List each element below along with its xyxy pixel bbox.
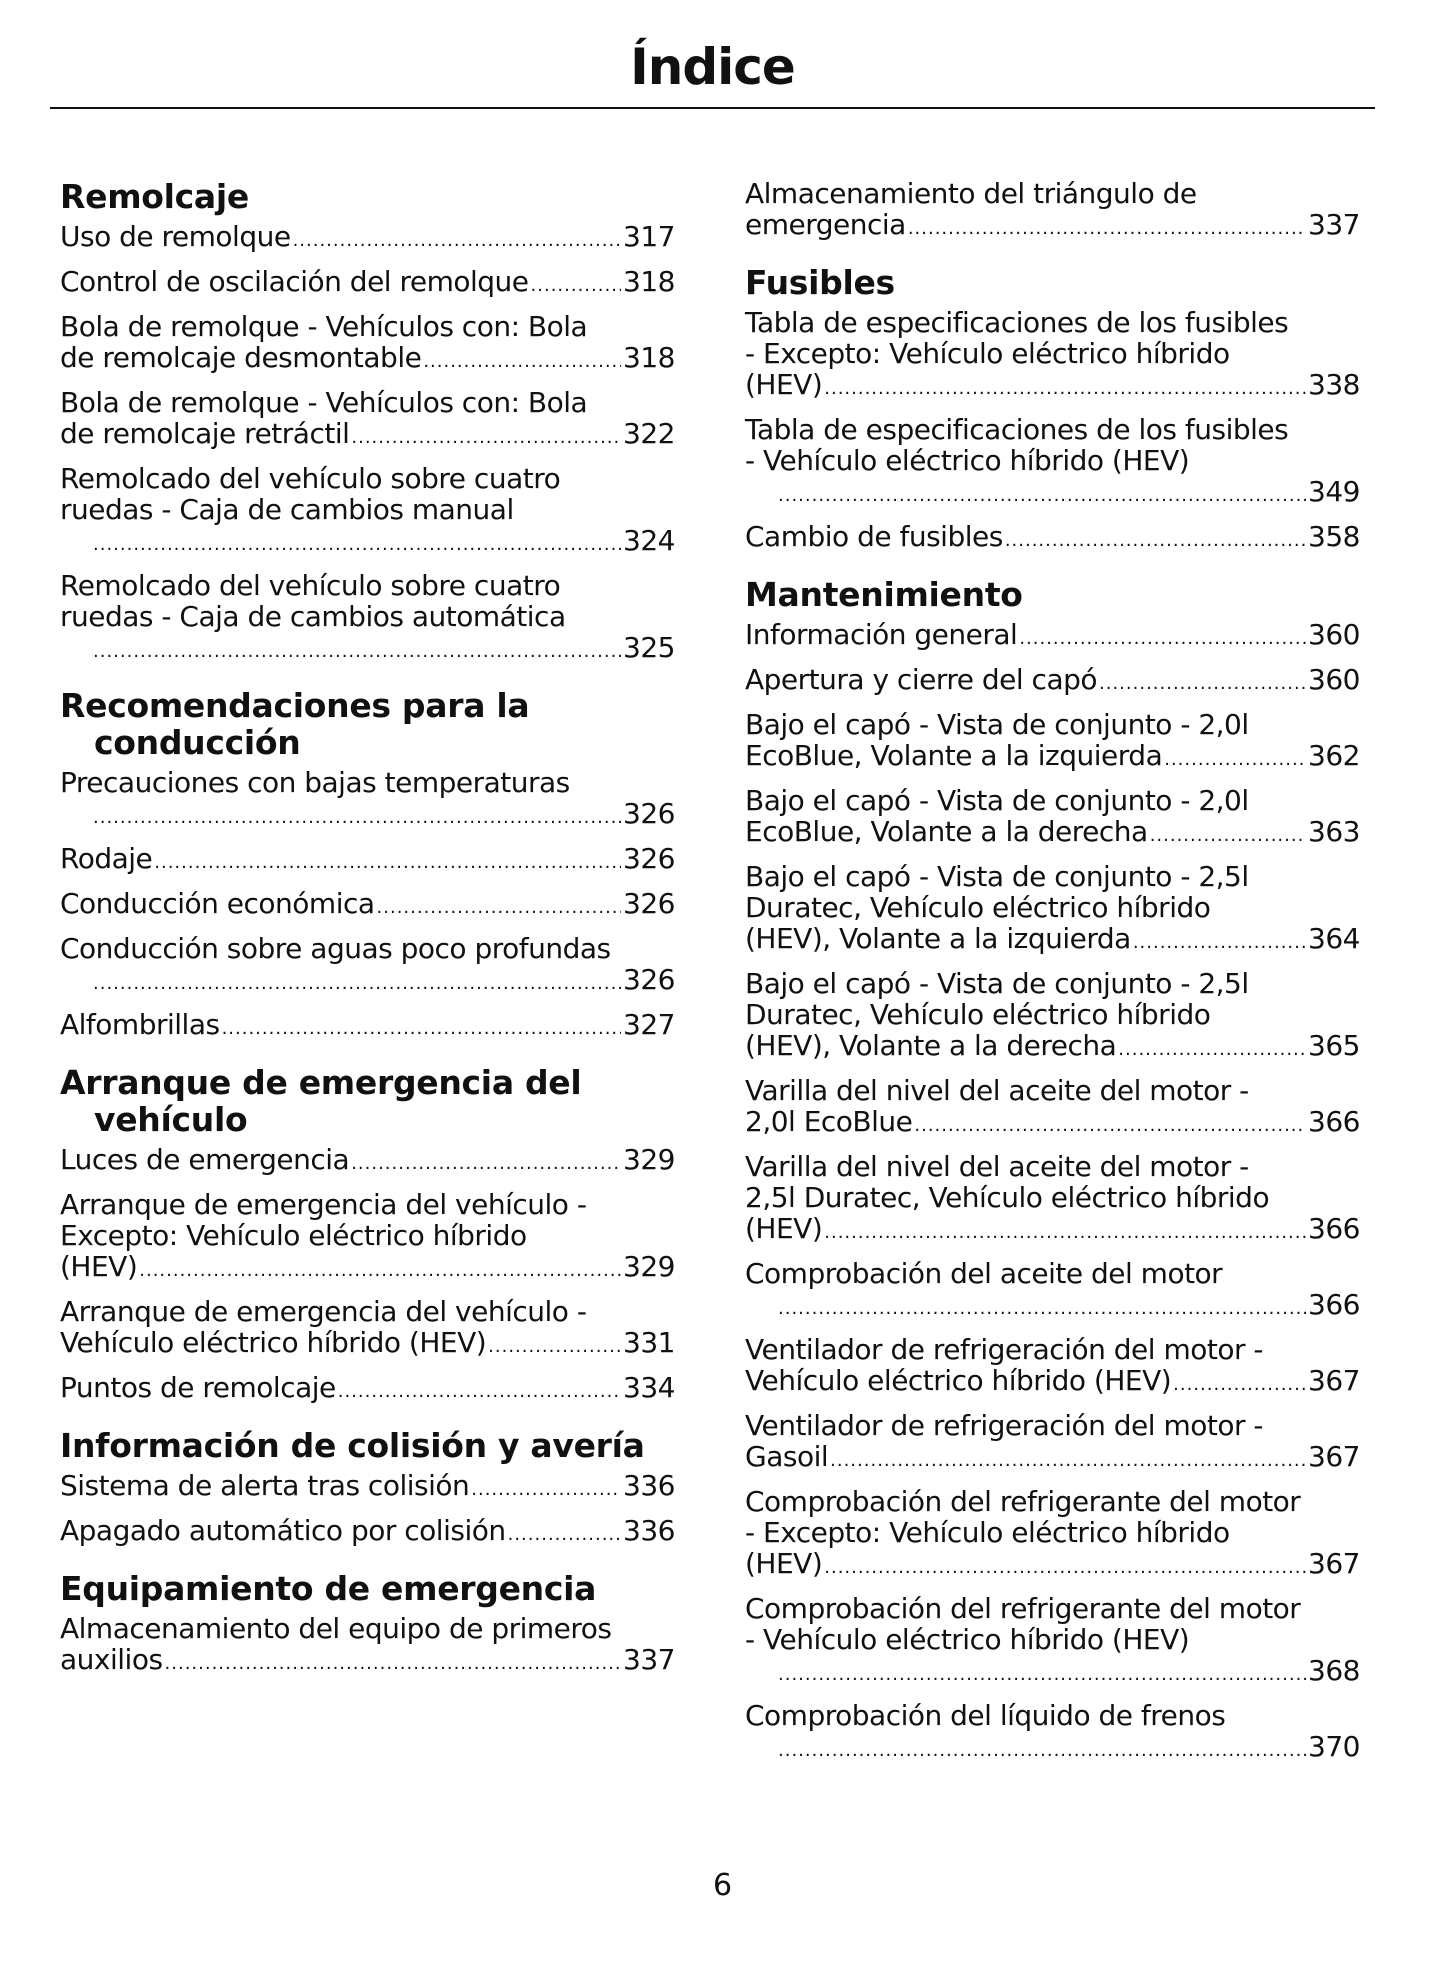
index-entry[interactable] [60,570,675,667]
entry-text: Cambio de fusibles [745,520,1003,553]
page-reference: 366 [1308,1212,1360,1245]
page-reference: 326 [623,797,675,830]
dot-leader [1019,619,1306,654]
dot-leader [93,964,621,999]
entry-text: Duratec, Vehículo eléctrico híbrido [745,998,1211,1031]
entry-leader-line [91,964,675,999]
page-title: Índice [50,40,1375,109]
page-reference: 326 [623,842,675,875]
entry-leader-line [745,208,1360,244]
entry-text: Uso de remolque [60,220,291,253]
index-entry[interactable] [745,968,1360,1065]
dot-leader [1173,1365,1306,1400]
entry-text: emergencia [745,208,906,241]
entry-text: de remolcaje retráctil [60,417,350,450]
entry-leader-line [745,520,1360,556]
page-header [50,40,1375,109]
index-entry[interactable] [745,1334,1360,1400]
index-section [60,1064,675,1407]
entry-text: Varilla del nivel del aceite del motor - [745,1074,1249,1107]
entry-text: Arranque de emergencia del vehículo - [60,1295,587,1328]
index-entry[interactable] [60,1372,675,1407]
page-reference: 363 [1308,815,1360,848]
index-entry[interactable] [745,1593,1360,1690]
page-reference: 362 [1308,739,1360,772]
entry-text: Control de oscilación del remolque [60,265,529,298]
page-reference: 338 [1308,368,1360,401]
entry-leader-line [60,220,675,256]
dot-leader [351,418,621,453]
entry-text: Luces de emergencia [60,1143,350,1176]
entry-text: Vehículo eléctrico híbrido (HEV) [60,1326,487,1359]
page-reference: 366 [1308,1288,1360,1321]
dot-leader [293,221,621,256]
section-title: Información de colisión y avería [60,1426,645,1465]
index-section [745,576,1360,1766]
entry-text: Bajo el capó - Vista de conjunto - 2,0l [745,784,1249,817]
section-title: Equipamiento de emergencia [60,1569,597,1608]
page-reference: 337 [623,1643,675,1676]
entry-leader-line [776,1289,1360,1324]
entry-leader-line [776,1731,1360,1766]
entry-leader-line [60,1514,675,1550]
page-reference: 326 [623,963,675,996]
index-entry[interactable] [745,1075,1360,1141]
entry-leader-line [60,1143,675,1179]
dot-leader [778,476,1306,511]
entry-leader-line [745,1364,1360,1400]
entry-text: 2,5l Duratec, Vehículo eléctrico híbrido [745,1181,1270,1214]
page-reference: 329 [623,1250,675,1283]
dot-leader [778,1289,1306,1324]
entry-text: Tabla de especificaciones de los fusibles [745,306,1289,339]
entry-leader-line [745,1547,1360,1583]
index-entry[interactable] [745,1258,1360,1324]
index-entry[interactable] [745,178,1360,244]
page-number: 6 [712,1868,733,1903]
index-section [60,687,675,1044]
dot-leader [338,1372,621,1407]
entry-text: Remolcado del vehículo sobre cuatro [60,462,561,495]
dot-leader [165,1644,622,1679]
entry-text: Apagado automático por colisión [60,1514,506,1547]
dot-leader [908,209,1306,244]
index-entry[interactable] [745,785,1360,851]
page-reference: 367 [1308,1364,1360,1397]
dot-leader [778,1731,1306,1766]
entry-leader-line [60,1250,675,1286]
entry-text: (HEV) [745,1212,823,1245]
dot-leader [377,888,622,923]
dot-leader [1150,816,1306,851]
entry-text: Comprobación del líquido de frenos [745,1699,1226,1732]
index-entry[interactable] [60,266,675,301]
page-reference: 326 [623,887,675,920]
dot-leader [824,1213,1306,1248]
index-entry[interactable] [745,619,1360,654]
page-reference: 366 [1308,1105,1360,1138]
page-reference: 336 [623,1514,675,1547]
entry-leader-line [91,525,675,560]
entry-text: Almacenamiento del equipo de primeros [60,1612,612,1645]
entry-leader-line [745,1029,1360,1065]
dot-leader [139,1251,621,1286]
dot-leader [824,1548,1306,1583]
page-reference: 367 [1308,1547,1360,1580]
entry-leader-line [60,887,675,923]
dot-leader [824,369,1306,404]
entry-leader-line [60,417,675,453]
entry-text: Sistema de alerta tras colisión [60,1469,470,1502]
index-entry[interactable] [745,861,1360,958]
index-entry[interactable] [60,767,675,833]
entry-leader-line [745,739,1360,775]
entry-text: Ventilador de refrigeración del motor - [745,1333,1263,1366]
index-section [745,178,1360,244]
page-reference: 327 [623,1008,675,1041]
dot-leader [222,1009,621,1044]
entry-leader-line [745,1440,1360,1476]
entry-text: EcoBlue, Volante a la derecha [745,815,1148,848]
entry-text: - Vehículo eléctrico híbrido (HEV) [745,1623,1190,1656]
entry-text: Información general [745,618,1018,651]
dot-leader [830,1441,1306,1476]
section-title: Arranque de emergencia del vehículo [60,1063,582,1139]
entry-text: Vehículo eléctrico híbrido (HEV) [745,1364,1172,1397]
entry-text: Rodaje [60,842,153,875]
entry-text: Comprobación del refrigerante del motor [745,1592,1301,1625]
section-title: Recomendaciones para la conducción [60,686,530,762]
index-entry[interactable] [60,888,675,923]
index-column-right [745,178,1360,1786]
index-entry[interactable] [745,1410,1360,1476]
entry-text: ruedas - Caja de cambios manual [60,493,514,526]
entry-leader-line [60,1469,675,1505]
index-entry[interactable] [745,664,1360,699]
entry-text: Comprobación del refrigerante del motor [745,1485,1301,1518]
index-entry[interactable] [745,1486,1360,1583]
entry-leader-line [776,1655,1360,1690]
entry-leader-line [745,663,1360,699]
entry-leader-line [60,265,675,301]
index-entry[interactable] [745,307,1360,404]
entry-leader-line [745,815,1360,851]
dot-leader [93,632,621,667]
page-reference: 336 [623,1469,675,1502]
index-section [745,264,1360,556]
entry-text: - Excepto: Vehículo eléctrico híbrido [745,1516,1230,1549]
index-entry[interactable] [60,933,675,999]
entry-text: Gasoil [745,1440,829,1473]
index-entry[interactable] [60,843,675,878]
dot-leader [471,1470,621,1505]
index-entry[interactable] [60,387,675,453]
page-reference: 349 [1308,475,1360,508]
entry-text: de remolcaje desmontable [60,341,422,374]
entry-text: Apertura y cierre del capó [745,663,1098,696]
index-entry[interactable] [60,221,675,256]
index-entry[interactable] [60,1189,675,1286]
entry-text: Comprobación del aceite del motor [745,1257,1223,1290]
entry-leader-line [745,1105,1360,1141]
dot-leader [154,843,621,878]
page-reference: 358 [1308,520,1360,553]
dot-leader [351,1144,621,1179]
page-reference: 360 [1308,663,1360,696]
page-reference: 365 [1308,1029,1360,1062]
index-entry[interactable] [60,1470,675,1505]
dot-leader [508,1515,621,1550]
index-entry[interactable] [60,1296,675,1362]
entry-text: Alfombrillas [60,1008,220,1041]
dot-leader [1099,664,1306,699]
entry-leader-line [60,1643,675,1679]
entry-text: 2,0l EcoBlue [745,1105,913,1138]
entry-leader-line [776,476,1360,511]
entry-leader-line [745,922,1360,958]
entry-leader-line [60,1008,675,1044]
page-reference: 318 [623,341,675,374]
page-reference: 331 [623,1326,675,1359]
entry-text: (HEV) [745,368,823,401]
section-title: Remolcaje [60,177,249,216]
page-reference: 334 [623,1371,675,1404]
index-entry[interactable] [60,1009,675,1044]
index-section [60,1570,675,1679]
page-reference: 324 [623,524,675,557]
entry-leader-line [60,842,675,878]
entry-text: Tabla de especificaciones de los fusibles [745,413,1289,446]
page-reference: 317 [623,220,675,253]
index-entry[interactable] [60,311,675,377]
entry-text: - Excepto: Vehículo eléctrico híbrido [745,337,1230,370]
page-reference: 318 [623,265,675,298]
entry-text: EcoBlue, Volante a la izquierda [745,739,1163,772]
dot-leader [1164,740,1306,775]
dot-leader [1118,1030,1306,1065]
page-reference: 367 [1308,1440,1360,1473]
entry-text: auxilios [60,1643,163,1676]
entry-leader-line [60,1371,675,1407]
index-entry[interactable] [745,709,1360,775]
entry-text: Bola de remolque - Vehículos con: Bola [60,386,588,419]
entry-text: (HEV), Volante a la izquierda [745,922,1131,955]
page-reference: 370 [1308,1730,1360,1763]
index-entry[interactable] [745,1700,1360,1766]
entry-text: - Vehículo eléctrico híbrido (HEV) [745,444,1190,477]
entry-leader-line [60,1326,675,1362]
entry-text: Conducción sobre aguas poco profundas [60,932,611,965]
entry-leader-line [745,1212,1360,1248]
index-entry[interactable] [60,1515,675,1550]
dot-leader [1133,923,1306,958]
entry-text: (HEV), Volante a la derecha [745,1029,1117,1062]
entry-text: Bajo el capó - Vista de conjunto - 2,5l [745,860,1249,893]
entry-text: Puntos de remolcaje [60,1371,336,1404]
entry-text: Varilla del nivel del aceite del motor - [745,1150,1249,1183]
dot-leader [778,1655,1306,1690]
section-title: Fusibles [745,263,895,302]
entry-text: Precauciones con bajas temperaturas [60,766,570,799]
entry-leader-line [745,368,1360,404]
index-section [60,178,675,667]
page-reference: 364 [1308,922,1360,955]
entry-text: Conducción económica [60,887,375,920]
entry-text: Remolcado del vehículo sobre cuatro [60,569,561,602]
entry-text: Bajo el capó - Vista de conjunto - 2,0l [745,708,1249,741]
dot-leader [423,342,621,377]
index-entry[interactable] [745,414,1360,511]
entry-text: Bajo el capó - Vista de conjunto - 2,5l [745,967,1249,1000]
index-entry[interactable] [60,1613,675,1679]
page-reference: 337 [1308,208,1360,241]
entry-text: (HEV) [60,1250,138,1283]
entry-text: Excepto: Vehículo eléctrico híbrido [60,1219,527,1252]
dot-leader [531,266,622,301]
entry-leader-line [91,798,675,833]
entry-text: Duratec, Vehículo eléctrico híbrido [745,891,1211,924]
page-reference: 368 [1308,1654,1360,1687]
index-entry[interactable] [745,521,1360,556]
page-reference: 329 [623,1143,675,1176]
entry-leader-line [745,618,1360,654]
entry-leader-line [91,632,675,667]
index-entry[interactable] [60,1144,675,1179]
dot-leader [488,1327,621,1362]
entry-leader-line [60,341,675,377]
entry-text: Almacenamiento del triángulo de [745,177,1197,210]
page-reference: 322 [623,417,675,450]
page-reference: 360 [1308,618,1360,651]
dot-leader [914,1106,1306,1141]
entry-text: Arranque de emergencia del vehículo - [60,1188,587,1221]
dot-leader [93,525,621,560]
index-column-left [60,178,675,1699]
entry-text: ruedas - Caja de cambios automática [60,600,566,633]
dot-leader [93,798,621,833]
section-title: Mantenimiento [745,575,1023,614]
entry-text: Bola de remolque - Vehículos con: Bola [60,310,588,343]
index-entry[interactable] [745,1151,1360,1248]
page-reference: 325 [623,631,675,664]
dot-leader [1005,521,1306,556]
index-entry[interactable] [60,463,675,560]
entry-text: Ventilador de refrigeración del motor - [745,1409,1263,1442]
index-section [60,1427,675,1550]
entry-text: (HEV) [745,1547,823,1580]
